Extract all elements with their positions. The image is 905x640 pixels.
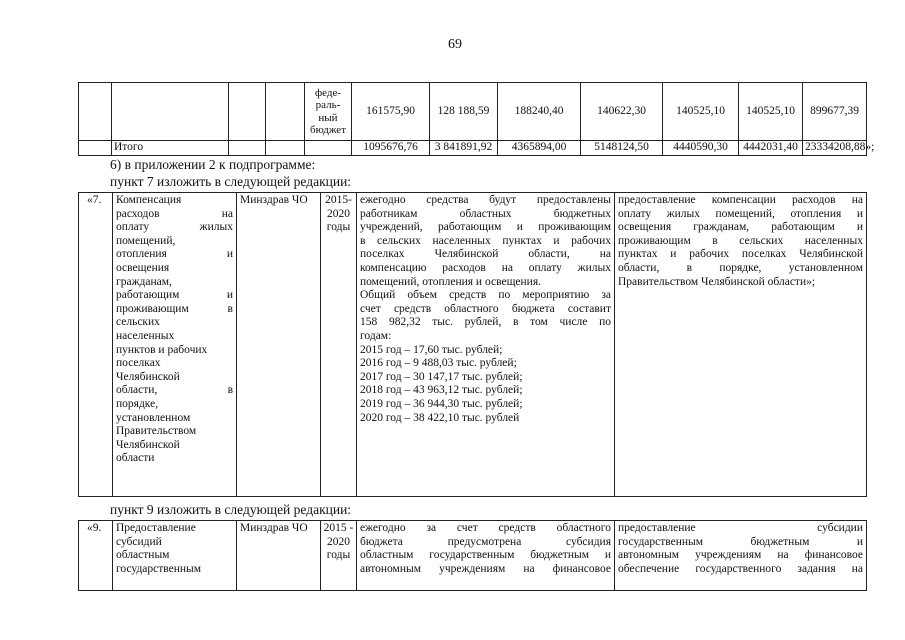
item-number: «9. <box>79 521 113 591</box>
result-line: государственным бюджетным и <box>618 535 863 548</box>
measure-name-line: поселках <box>116 357 161 370</box>
federal-budget-row <box>79 83 867 141</box>
description-line: работникам областных бюджетных <box>360 207 611 220</box>
fed-value: 140622,30 <box>581 83 663 141</box>
measure-name-line: помещений, <box>116 234 176 247</box>
measure-name-line: порядке, <box>116 397 159 410</box>
description-line: областным государственным бюджетным и <box>360 549 611 562</box>
measure-name-line: оплату жилых <box>116 221 233 234</box>
item-7-table <box>78 192 867 497</box>
total-row <box>79 141 867 156</box>
result-line: проживающим в сельских населенных <box>618 234 863 247</box>
funding-year: 2017 год – 30 147,17 тыс. рублей; <box>360 370 523 383</box>
measure-name-line: Правительством <box>116 425 197 438</box>
fed-value: 161575,90 <box>352 83 430 141</box>
item-number: «7. <box>79 193 113 497</box>
fed-value: 140525,10 <box>663 83 739 141</box>
description <box>357 193 615 497</box>
description-line: помещений, отопления и освещения. <box>360 275 542 288</box>
description <box>357 521 615 591</box>
measure-name-line: области, в <box>116 384 233 397</box>
funding-line: годам: <box>360 329 392 342</box>
funding-year: 2019 год – 36 944,30 тыс. рублей; <box>360 397 523 410</box>
result-line: области, в порядке, установленном <box>618 261 863 274</box>
total-value: 1095676,76 <box>352 141 430 156</box>
page-number: 69 <box>448 37 462 52</box>
measure-name-line: проживающим в <box>116 302 233 315</box>
description-line: ежегодно за счет средств областного <box>360 522 611 534</box>
measure-name-line: отопления и <box>116 248 233 261</box>
total-label: Итого <box>112 141 229 156</box>
item-9-row <box>79 521 867 591</box>
measure-name-line: установленном <box>116 411 191 424</box>
funding-year: 2015 год – 17,60 тыс. рублей; <box>360 343 503 356</box>
measure-name-line: сельских <box>116 316 160 329</box>
description-line: поселках Челябинской области, на <box>360 248 611 261</box>
budget-table <box>78 82 875 156</box>
funding-year: 2018 год – 43 963,12 тыс. рублей; <box>360 384 523 397</box>
result-line: предоставление субсидии <box>618 522 863 534</box>
measure-name <box>113 521 237 591</box>
result-line: оплату жилых помещений, отопления и <box>618 207 863 220</box>
measure-name-line: области <box>116 452 155 465</box>
funding-line: Общий объем средств по мероприятию за <box>360 289 611 302</box>
measure-name-line: освещения <box>116 261 170 274</box>
description-line: ежегодно средства будут предоставлены <box>360 194 611 206</box>
funding-year: 2020 год – 38 422,10 тыс. рублей <box>360 411 520 424</box>
result-line: пунктах и рабочих поселках Челябинской <box>618 248 863 261</box>
measure-name-line: работающим и <box>116 289 233 302</box>
heading-item-7: пункт 7 изложить в следующей редакции: <box>110 174 352 189</box>
measure-name <box>113 193 237 497</box>
result-line: обеспечение государственного задания на <box>618 562 863 575</box>
measure-name-line: населенных <box>116 329 175 342</box>
period: 2015- 2020 годы <box>321 193 357 497</box>
total-value: 4442031,40 <box>739 141 803 156</box>
total-value: 4365894,00 <box>498 141 581 156</box>
measure-name-line: Предоставление <box>116 522 196 534</box>
description-line: в сельских населенных пунктах и рабочих <box>360 234 611 247</box>
funding-year: 2016 год – 9 488,03 тыс. рублей; <box>360 357 517 370</box>
measure-name-line: Компенсация <box>116 194 182 206</box>
result-line: Правительством Челябинской области»; <box>618 275 816 288</box>
description-line: учреждений, работающим и проживающим <box>360 221 611 234</box>
executor: Минздрав ЧО <box>237 193 321 497</box>
item-9-table <box>78 520 867 591</box>
measure-name-line: Челябинской <box>116 438 180 451</box>
total-value: 4440590,30 <box>663 141 739 156</box>
expected-result <box>615 521 867 591</box>
description-line: автономным учреждениям на финансовое <box>360 562 611 575</box>
item-7-row <box>79 193 867 497</box>
funding-line: 158 982,32 тыс. рублей, в том числе по <box>360 316 611 329</box>
description-line: бюджета предусмотрена субсидия <box>360 535 611 548</box>
measure-name-line: областным <box>116 549 170 562</box>
funding-line: счет средств областного бюджета составит <box>360 302 611 315</box>
federal-budget-label: феде- раль- ный бюджет <box>305 83 352 141</box>
measure-name-line: субсидий <box>116 535 162 548</box>
period: 2015 - 2020 годы <box>321 521 357 591</box>
executor: Минздрав ЧО <box>237 521 321 591</box>
result-line: освещения гражданам, работающим и <box>618 221 863 234</box>
fed-value: 899677,39 <box>803 83 867 141</box>
measure-name-line: расходов на <box>116 207 233 220</box>
expected-result <box>615 193 867 497</box>
result-line: предоставление компенсации расходов на <box>618 194 863 206</box>
measure-name-line: гражданам, <box>116 275 172 288</box>
heading-item-9: пункт 9 изложить в следующей редакции: <box>110 502 352 517</box>
fed-value: 140525,10 <box>739 83 803 141</box>
heading-appendix-2: 6) в приложении 2 к подпрограмме: <box>110 157 316 172</box>
description-line: компенсацию расходов на оплату жилых <box>360 261 611 274</box>
result-line: автономным учреждениям на финансовое <box>618 549 863 562</box>
total-value: 23334208,88»; <box>803 141 867 156</box>
measure-name-line: государственным <box>116 562 202 575</box>
fed-value: 128 188,59 <box>430 83 498 141</box>
measure-name-line: пунктов и рабочих <box>116 343 208 356</box>
fed-value: 188240,40 <box>498 83 581 141</box>
total-value: 3 841891,92 <box>430 141 498 156</box>
measure-name-line: Челябинской <box>116 370 180 383</box>
total-value: 5148124,50 <box>581 141 663 156</box>
